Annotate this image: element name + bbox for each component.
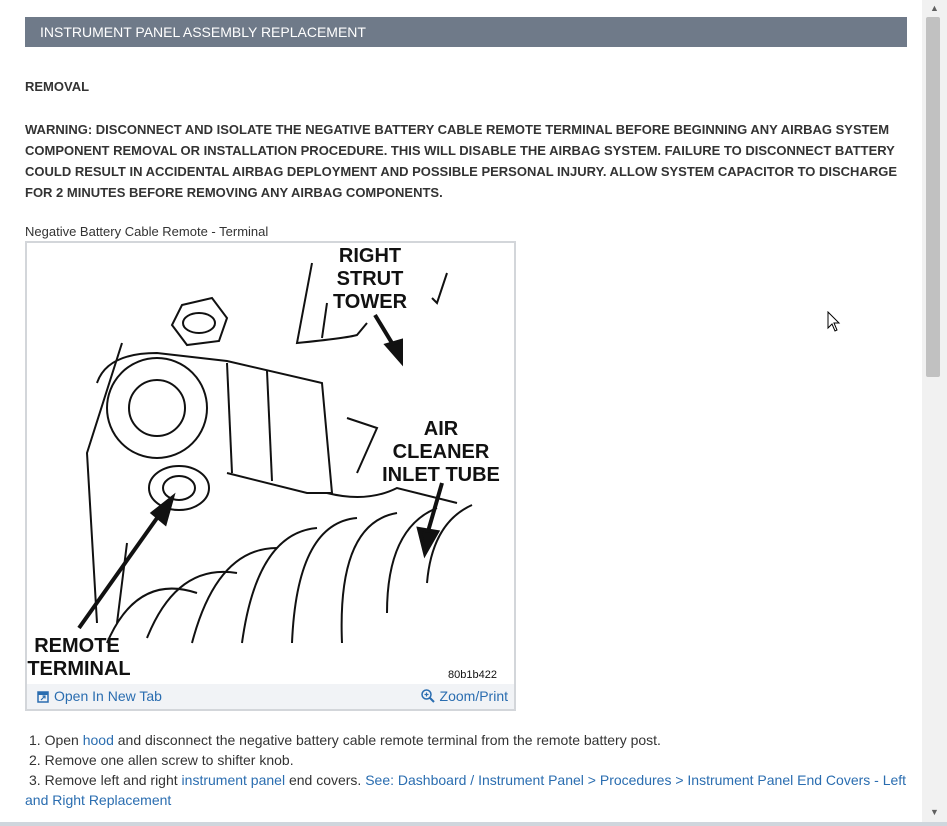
procedure-steps: [25, 730, 910, 810]
step-text: Open: [44, 732, 83, 748]
mouse-pointer-icon: [827, 311, 841, 333]
instrument-panel-link[interactable]: instrument panel: [181, 772, 286, 788]
step-3: [25, 770, 910, 810]
label-remote: REMOTE: [34, 635, 120, 657]
open-new-tab-icon: [37, 691, 49, 703]
open-in-new-tab-link[interactable]: [37, 688, 162, 704]
zoom-print-link[interactable]: [421, 688, 508, 704]
step-text: Remove one allen screw to shifter knob.: [44, 752, 294, 768]
label-inlet-tube: INLET TUBE: [382, 464, 500, 486]
zoom-print-label: Zoom/Print: [439, 688, 508, 704]
battery-cable-diagram: [27, 243, 514, 683]
warning-text: WARNING: DISCONNECT AND ISOLATE THE NEGATIVE BATTERY CABLE REMOTE TERMINAL BEFORE BEGINNING ANY AIRBAG SYSTEM COMPONENT REMOVAL OR INSTALLATION PROCEDURE. THIS WILL DISABLE THE AIRBAG SYSTEM. FAILURE TO DISCONNECT BATTERY COULD RESULT IN ACCIDENTAL AIRBAG DEPLOYMENT AND POSSIBLE PERSONAL INJURY. ALLOW SYSTEM CAPACITOR TO DISCHARGE FOR 2 MINUTES BEFORE REMOVING ANY AIRBAG COMPONENTS.: [25, 122, 898, 200]
figure-toolbar: [27, 684, 514, 709]
scroll-up-arrow-icon[interactable]: ▲: [930, 3, 939, 13]
window-bottom-edge: [0, 822, 947, 826]
open-in-new-tab-label: Open In New Tab: [54, 688, 162, 704]
step-text: and disconnect the negative battery cable remote terminal from the remote battery post.: [113, 732, 661, 748]
scroll-down-arrow-icon[interactable]: ▼: [930, 807, 939, 817]
scroll-thumb[interactable]: [926, 17, 940, 377]
see-end-covers-link[interactable]: See: Dashboard / Instrument Panel > Procedures > Instrument Panel End Covers - Left and Right Replacement: [25, 772, 907, 808]
vertical-scrollbar[interactable]: [922, 0, 947, 826]
figure-panel: [25, 241, 516, 711]
label-terminal: TERMINAL: [27, 658, 131, 680]
label-tower: TOWER: [332, 291, 408, 313]
zoom-icon: [421, 689, 435, 703]
page-title-bar: [25, 17, 907, 47]
figure-caption: Negative Battery Cable Remote - Terminal: [25, 224, 269, 239]
page-title: INSTRUMENT PANEL ASSEMBLY REPLACEMENT: [40, 24, 366, 40]
label-strut: STRUT: [336, 268, 404, 290]
step-1: [25, 730, 910, 750]
section-heading: REMOVAL: [25, 79, 90, 94]
hood-link[interactable]: hood: [82, 732, 114, 748]
label-right: RIGHT: [338, 245, 402, 267]
figure-id: 80b1b422: [448, 669, 497, 681]
label-cleaner: CLEANER: [392, 441, 490, 463]
step-2: [25, 750, 910, 770]
step-number: 2.: [29, 752, 41, 768]
label-air: AIR: [423, 418, 459, 440]
step-number: 3.: [29, 772, 41, 788]
step-number: 1.: [29, 732, 41, 748]
step-text: Remove left and right: [44, 772, 182, 788]
step-text: end covers.: [285, 772, 366, 788]
